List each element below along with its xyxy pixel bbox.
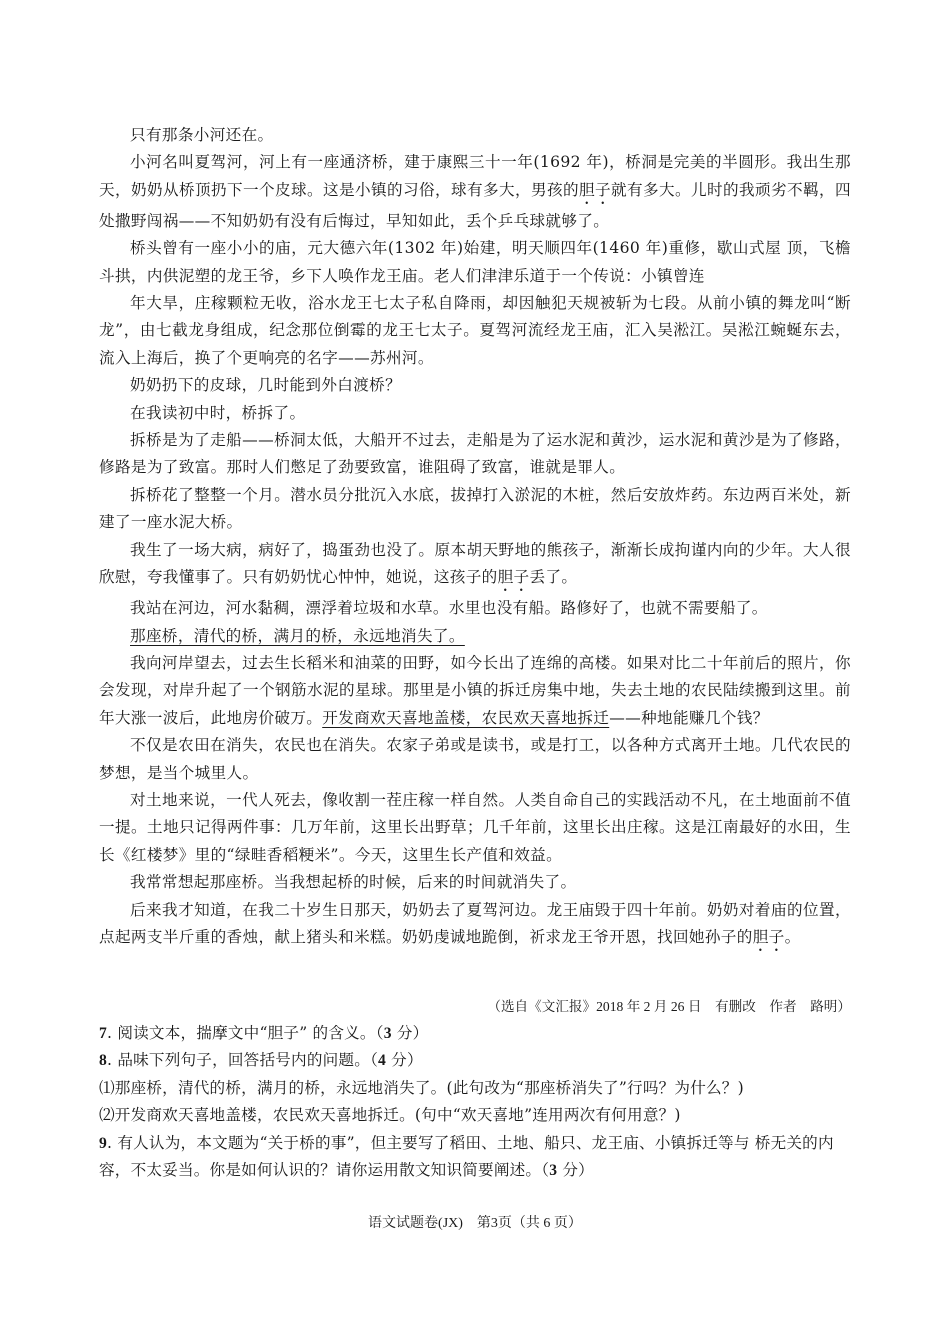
paragraph-11-text-a: 我向河岸望去，过去生长稻米和油菜的田野，如今长出了连绵的高楼。如果对比二十年前后的照片，你会发现，对岸升起了一个钢筋水泥的星球。那里是小镇的拆迁房集中地，失去土地的农民陆续搬到这里。前年大涨一波后，此地房价破万。	[99, 653, 851, 727]
question-8	[99, 1047, 851, 1074]
paragraph-9: 我站在河边，河水黏稠，漂浮着垃圾和水草。水里也没有船。路修好了，也就不需要船了。	[130, 599, 768, 618]
paragraph-15	[99, 897, 851, 955]
paragraph-7: 拆桥花了整整一个月。潜水员分批沉入水底，拔掉打入淤泥的木桩，然后安放炸药。东边两百米处，新建了一座水泥大桥。	[99, 485, 851, 532]
question-score: 3	[549, 1162, 558, 1180]
underlined-sentence-1: 那座桥，清代的桥，满月的桥，永远地消失了。	[130, 626, 465, 645]
paragraph-3: 桥头曾有一座小小的庙，元大德六年(1302 年)始建，明天顺四年(1460 年)重修，歇山式屋 顶，飞檐斗拱，内供泥塑的龙王爷，乡下人唤作龙王庙。老人们津津乐道于一个传说：小镇曾连	[99, 239, 851, 285]
question-number: 8	[99, 1052, 107, 1070]
question-number: 7	[99, 1025, 107, 1042]
paragraph-8-text-a: 我生了一场大病，病好了，捣蛋劲也没了。原本胡天野地的熊孩子，渐渐长成拘谨内向的少年。大人很欣慰，夸我懂事了。只有奶奶忧心忡忡，她说，这孩子的	[99, 540, 851, 587]
paragraph-2	[99, 149, 851, 235]
question-7	[99, 1020, 851, 1047]
question-text: . 有人认为，本文题为“关于桥的事”，但主要写了稻田、土地、船只、龙王庙、小镇拆迁等与 桥无关的内容，不太妥当。你是如何认识的？请你运用散文知识简要阐述。（	[99, 1133, 834, 1180]
paragraph-5: 在我读初中时，桥拆了。	[130, 403, 306, 422]
paragraph-12: 不仅是农田在消失，农民也在消失。农家子弟或是读书，或是打工，以各种方式离开土地。几代农民的梦想，是当个城里人。	[99, 736, 851, 782]
paragraph-13: 对土地来说，一代人死去，像收割一茬庄稼一样自然。人类自命自己的实践活动不凡，在土地面前不值一提。土地只记得两件事：几万年前，这里长出野草；几千年前，这里长出庄稼。这是江南最好的水田，生长《红楼梦》里的“绿畦香稻粳米”。今天，这里生长产值和效益。	[99, 790, 851, 864]
page-footer: 语文试题卷(JX) 第3页（共 6 页）	[368, 1216, 582, 1231]
paragraph-4: 奶奶扔下的皮球，几时能到外白渡桥？	[130, 376, 402, 395]
paragraph-11	[99, 650, 851, 732]
underlined-sentence-2: 开发商欢天喜地盖楼，农民欢天喜地拆迁	[322, 708, 610, 727]
emphasis-danzi: 胆子	[752, 927, 785, 946]
emphasis-danzi: 胆子	[497, 568, 530, 587]
paragraph-15-text-b: 。	[784, 927, 801, 946]
paragraph-15-text-a: 后来我才知道，在我二十岁生日那天，奶奶去了夏驾河边。龙王庙毁于四十年前。奶奶对着庙的位置，点起两支半斤重的香烛，献上猪头和米糕。奶奶虔诚地跪倒，祈求龙王爷开恩，找回她孙子的	[99, 900, 851, 946]
source-citation: （选自《文汇报》2018 年 2 月 26 日 有删改 作者 路明）	[487, 999, 851, 1014]
question-text: . 品味下列句子，回答括号内的问题。（	[107, 1051, 379, 1070]
question-text-end: 分）	[557, 1161, 594, 1180]
questions	[99, 1020, 851, 1184]
paragraph-6: 拆桥是为了走船——桥洞太低，大船开不过去，走船是为了运水泥和黄沙，运水泥和黄沙是为了修路，修路是为了致富。那时人们憋足了劲要致富，谁阻碍了致富，谁就是罪人。	[99, 431, 851, 477]
question-number: 9	[99, 1134, 107, 1152]
question-9	[99, 1130, 851, 1185]
question-score: 3	[383, 1025, 392, 1042]
question-score: 4	[378, 1052, 387, 1070]
paragraph-14: 我常常想起那座桥。当我想起桥的时候，后来的时间就消失了。	[130, 873, 577, 892]
paragraph-11-text-b: ——种地能赚几个钱？	[609, 708, 769, 727]
emphasis-danzi: 胆子	[579, 180, 612, 199]
question-8-part-1: ⑴那座桥，清代的桥，满月的桥，永远地消失了。(此句改为“那座桥消失了”行吗？为什么？)	[99, 1078, 744, 1097]
paragraph-3-continued: 年大旱，庄稼颗粒无收，浴水龙王七太子私自降雨，却因触犯天规被斩为七段。从前小镇的舞龙叫“断龙”，由七截龙身组成，纪念那位倒霉的龙王七太子。夏驾河流经龙王庙，汇入吴淞江。吴淞江蜿蜒东去，流入上海后，换了个更响亮的名字——苏州河。	[99, 294, 851, 367]
question-text: . 阅读文本，揣摩文中“胆子” 的含义。（	[107, 1024, 384, 1042]
question-8-part-2: ⑵开发商欢天喜地盖楼，农民欢天喜地拆迁。(句中“欢天喜地”连用两次有何用意？)	[99, 1106, 681, 1125]
paragraph-10	[99, 623, 851, 650]
question-text-end: 分）	[386, 1051, 423, 1070]
paragraph-1: 只有那条小河还在。	[130, 126, 274, 144]
question-text-end: 分）	[391, 1024, 429, 1042]
paragraph-2-text-a: 小河名叫夏驾河，河上有一座通济桥，建于康熙三十一年(1692 年)，桥洞是完美的半圆形。我出生那天，奶奶从桥顶扔下一个皮球。这是小镇的习俗，球有多大，男孩的	[99, 153, 851, 199]
paragraph-8	[99, 537, 851, 595]
paragraph-2-text-b: 就有多大。儿时的我顽劣不羁，四处撒野闯祸——不知奶奶有没有后悔过，早知如此，丢个乒乓球就够了。	[99, 180, 851, 230]
reading-passage	[99, 122, 851, 955]
paragraph-8-text-b: 丢了。	[529, 568, 578, 587]
